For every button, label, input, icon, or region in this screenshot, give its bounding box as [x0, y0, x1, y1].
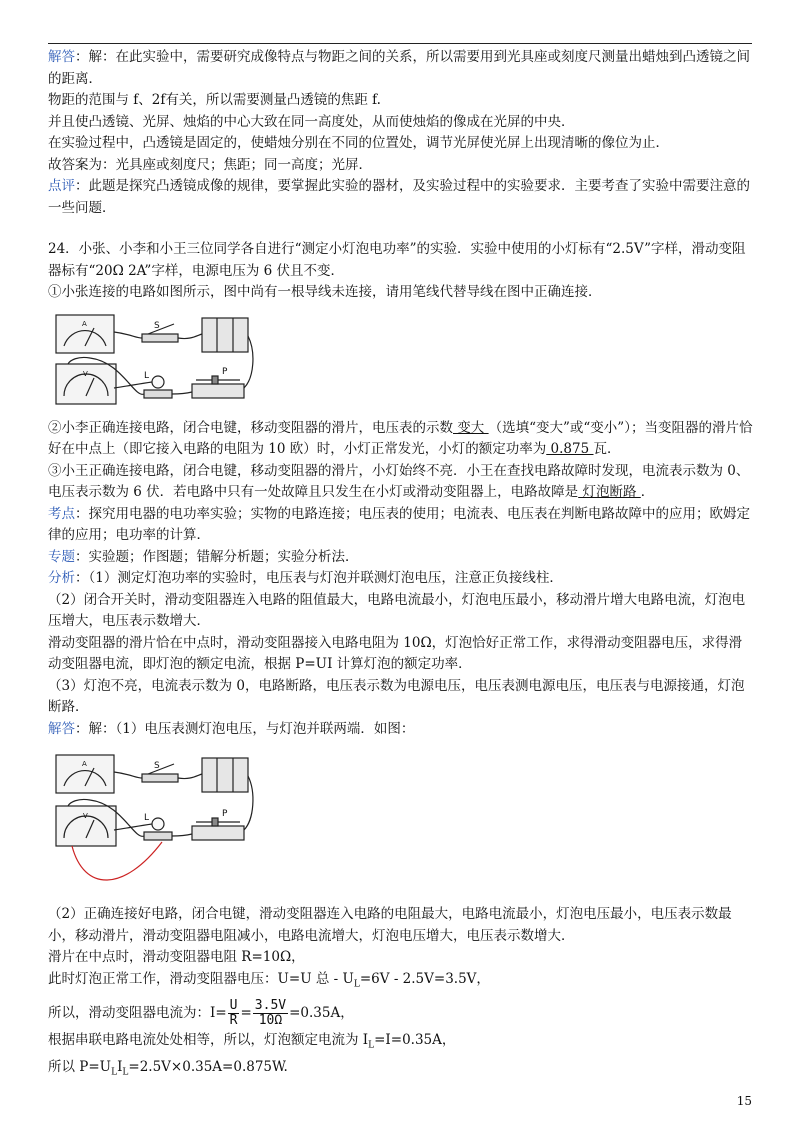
- q24-jieda-line: 所以 $P=U_LI_L=2.5V\times 0.35A=0.875W$.: [48, 1058, 288, 1078]
- q24-fenxi: 分析：（1）测定灯泡功率的实验时，电压表与灯泡并联测灯泡电压，注意正负接线柱．: [48, 570, 563, 586]
- fraction-values: $\frac{3.5V}{10\Omega}$: [254, 997, 287, 1028]
- sec23-answer: 故答案为：光具座或刻度尺；焦距；同一高度；光屏．: [48, 156, 372, 173]
- sec23-line: 在实验过程中，凸透镜是固定的，使蜡烛分别在不同的位置处，调节光屏使光屏上出现清晰的像位为止．: [48, 135, 669, 151]
- q24-jieda-line: 根据串联电路电流处处相等，所以，灯泡额定电流为 $I_L=I=0.35A$，: [48, 1031, 456, 1051]
- q24-kaodian: 考点：探究用电器的电功率实验；实物的电路连接；电压表的使用；电流表、电压表在判断电路故障中的应用；欧姆定律的应用；电功率的计算．: [48, 505, 750, 543]
- q24-jieda: 解答：解：（1）电压表测灯泡电压，与灯泡并联两端．如图：: [48, 720, 415, 737]
- answer-blank: 变大: [453, 419, 489, 436]
- circuit-diagram-1: [50, 312, 256, 408]
- ammeter-label: A: [82, 760, 87, 768]
- dianping-label: 点评: [48, 178, 75, 194]
- sec23-line: 并且使凸透镜、光屏、烛焰的中心大致在同一高度处，从而使烛焰的像成在光屏的中央．: [48, 113, 575, 130]
- ammeter-label: A: [82, 319, 87, 328]
- switch-label: S: [154, 761, 160, 771]
- voltmeter-label: V: [83, 812, 88, 820]
- q24-fenxi-line: 滑动变阻器的滑片恰在中点时，滑动变阻器接入电路电阻为 10Ω，灯泡恰好正常工作，求得滑动变阻器电压，求得滑动变阻器电流，即灯泡的额定电流，根据 P=UI 计算灯泡的额定功率．: [48, 634, 743, 672]
- bulb-label: L: [144, 813, 150, 823]
- q24-jieda-line: 此时灯泡正常工作，滑动变阻器电压：U=U 总 - $U_L=6V - 2.5V=3.5V$，: [48, 970, 490, 990]
- q24-part3: ③小王正确连接电路，闭合电键，移动变阻器的滑片，小灯始终不亮．小王在查找电路故障时发现，电流表示数为 0、电压表示数为 6 伏．若电路中只有一处故障且只发生在小灯或滑动变阻器上，电路故障是 灯泡断路 ．: [48, 462, 750, 500]
- voltmeter-label: V: [83, 369, 88, 378]
- sec23-line: 物距的范围与 f、2f有关，所以需要测量凸透镜的焦距 f.: [48, 92, 381, 108]
- q24-part1: ①小张连接的电路如图所示，图中尚有一根导线未连接，请用笔线代替导线在图中正确连接．: [48, 284, 602, 300]
- circuit-diagram-2: [50, 752, 256, 894]
- q24-part2: ②小李正确连接电路，闭合电键，移动变阻器的滑片，电压表的示数 变大 （选填“变大”或“变小”）；当变阻器的滑片恰好在中点上（即它接入电路的电阻为 10 欧）时，小灯正常发光，小灯的额定功率为 0.875 瓦．: [48, 419, 753, 457]
- q24-jieda-formula: 所以，滑动变阻器电流为：I= $\frac{U}{R}$ = $\frac{3.5V}{10\Omega}$ =0.35A，: [48, 997, 354, 1028]
- q24-fenxi-line: （3）灯泡不亮，电流表示数为 0，电路断路，电压表示数为电源电压，电压表测电源电压，电压表与电源接通，灯泡断路．: [48, 677, 745, 715]
- switch-label: S: [154, 320, 160, 331]
- q24-fenxi-line: （2）闭合开关时，滑动变阻器连入电路的阻值最大，电路电流最小，灯泡电压最小，移动滑片增大电路电流，灯泡电压增大，电压表示数增大．: [48, 591, 746, 629]
- q24-zhuanti: 专题：实验题；作图题；错解分析题；实验分析法．: [48, 548, 359, 565]
- fenxi-label: 分析: [48, 570, 75, 586]
- jieda-label: 解答: [48, 49, 75, 65]
- zhuanti-label: 专题: [48, 548, 75, 565]
- sec23-jieda: 解答：解：在此实验中，需要研究成像特点与物距之间的关系，所以需要用到光具座或刻度尺测量出蜡烛到凸透镜之间的距离．: [48, 49, 750, 87]
- circuit-figure-2: [50, 752, 256, 894]
- sec23-dianping: 点评：此题是探究凸透镜成像的规律，要掌握此实验的器材，及实验过程中的实验要求．主要考查了实验中需要注意的一些问题．: [48, 178, 750, 216]
- q24-jieda-line: 滑片在中点时，滑动变阻器电阻 R=10Ω，: [48, 949, 305, 965]
- jieda-label: 解答: [48, 720, 75, 737]
- header-rule: [48, 43, 752, 44]
- q24-jieda-line: （2）正确连接好电路，闭合电键，滑动变阻器连入电路的电阻最大，电路电流最小，灯泡电压最小，电压表示数最小，移动滑片，滑动变阻器电阻减小，电路电流增大，灯泡电压增大，电压表示数增大．: [48, 906, 732, 944]
- added-wire: [72, 842, 162, 880]
- bulb-label: L: [144, 370, 150, 381]
- page-number: 15: [736, 1094, 752, 1108]
- q24-stem: 24．小张、小李和小王三位同学各自进行“测定小灯泡电功率”的实验．实验中使用的小灯标有“2.5V”字样，滑动变阻器标有“20Ω 2A”字样，电源电压为 6 伏且不变．: [48, 241, 746, 279]
- fraction-u-over-r: $\frac{U}{R}$: [229, 997, 238, 1028]
- circuit-figure-1: [50, 312, 256, 408]
- answer-blank: 0.875: [546, 441, 594, 457]
- page-content: [48, 47, 754, 1084]
- rheostat-label: P: [222, 366, 228, 377]
- answer-blank: 灯泡断路: [578, 484, 641, 500]
- rheostat-label: P: [222, 809, 228, 819]
- kaodian-label: 考点: [48, 505, 75, 522]
